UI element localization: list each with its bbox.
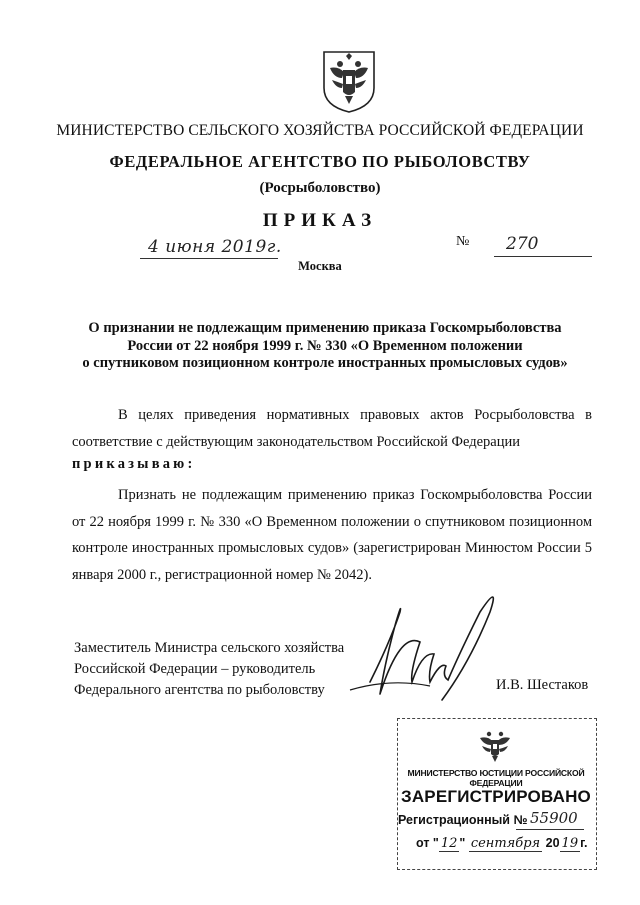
agency-short-name: (Росрыболовство) [259,180,381,196]
title-line: России от 22 ноября 1999 г. № 330 «О Временном положении [127,337,523,354]
order-keyword: приказываю: [72,456,196,472]
stamp-reg-number: 55900 [530,809,578,827]
number-underline [494,256,592,257]
stamp-date [416,836,588,851]
body-paragraph-order: Признать не подлежащим применению приказ Госкомрыболовства России от 22 ноября 1999 г. № 330 «О Временном положении о спутниковом позиционном контроле иностранных промысловых судов» (зарегистрирован Минюстом России 5 января 2000 г., регистрационной номер № 2042). [72,487,592,583]
stamp-registered: ЗАРЕГИСТРИРОВАНО [400,787,591,806]
stamp-date-suffix: г. [580,836,588,850]
title-line: о спутниковом позиционном контроле иностранных промысловых судов» [82,355,568,371]
document-number: 270 [506,234,539,254]
signer-position [74,638,344,701]
stamp-emblem-icon [476,726,514,764]
stamp-reg-underline [516,829,584,830]
city: Москва [298,259,342,273]
stamp-date-year: 19 [561,836,579,851]
stamp-ministry: МИНИСТЕРСТВО ЮСТИЦИИ РОССИЙСКОЙ ФЕДЕРАЦИИ [407,768,585,788]
stamp-reg-label: Регистрационный № [398,813,528,827]
coat-of-arms-icon [318,48,380,114]
stamp-date-year-prefix: 20 [542,836,560,850]
body-paragraph-preamble: В целях приведения нормативных правовых актов Росрыболовства в соответствие с действующим законодательством Российской Федерации [72,407,592,450]
stamp-date-mid: " [459,836,469,850]
signer-line: Российской Федерации – руководитель [74,661,316,677]
agency-name: ФЕДЕРАЛЬНОЕ АГЕНТСТВО ПО РЫБОЛОВСТВУ [109,152,531,171]
number-sign: № [456,234,470,249]
stamp-date-day: 12 [440,836,458,851]
document-title [70,320,580,373]
stamp-date-month: сентября [470,836,541,851]
document-date: 4 июня 2019г. [148,237,282,257]
handwritten-signature [330,582,520,717]
signer-line: Заместитель Министра сельского хозяйства [74,640,345,656]
document-type: ПРИКАЗ [262,210,378,231]
ministry-name: МИНИСТЕРСТВО СЕЛЬСКОГО ХОЗЯЙСТВА РОССИЙСКОЙ ФЕДЕРАЦИИ [56,122,584,139]
signer-name: И.В. Шестаков [496,677,589,693]
signer-line: Федерального агентства по рыболовству [74,682,325,698]
stamp-date-prefix: от " [416,836,439,850]
title-line: О признании не подлежащим применению приказа Госкомрыболовства [88,320,562,336]
